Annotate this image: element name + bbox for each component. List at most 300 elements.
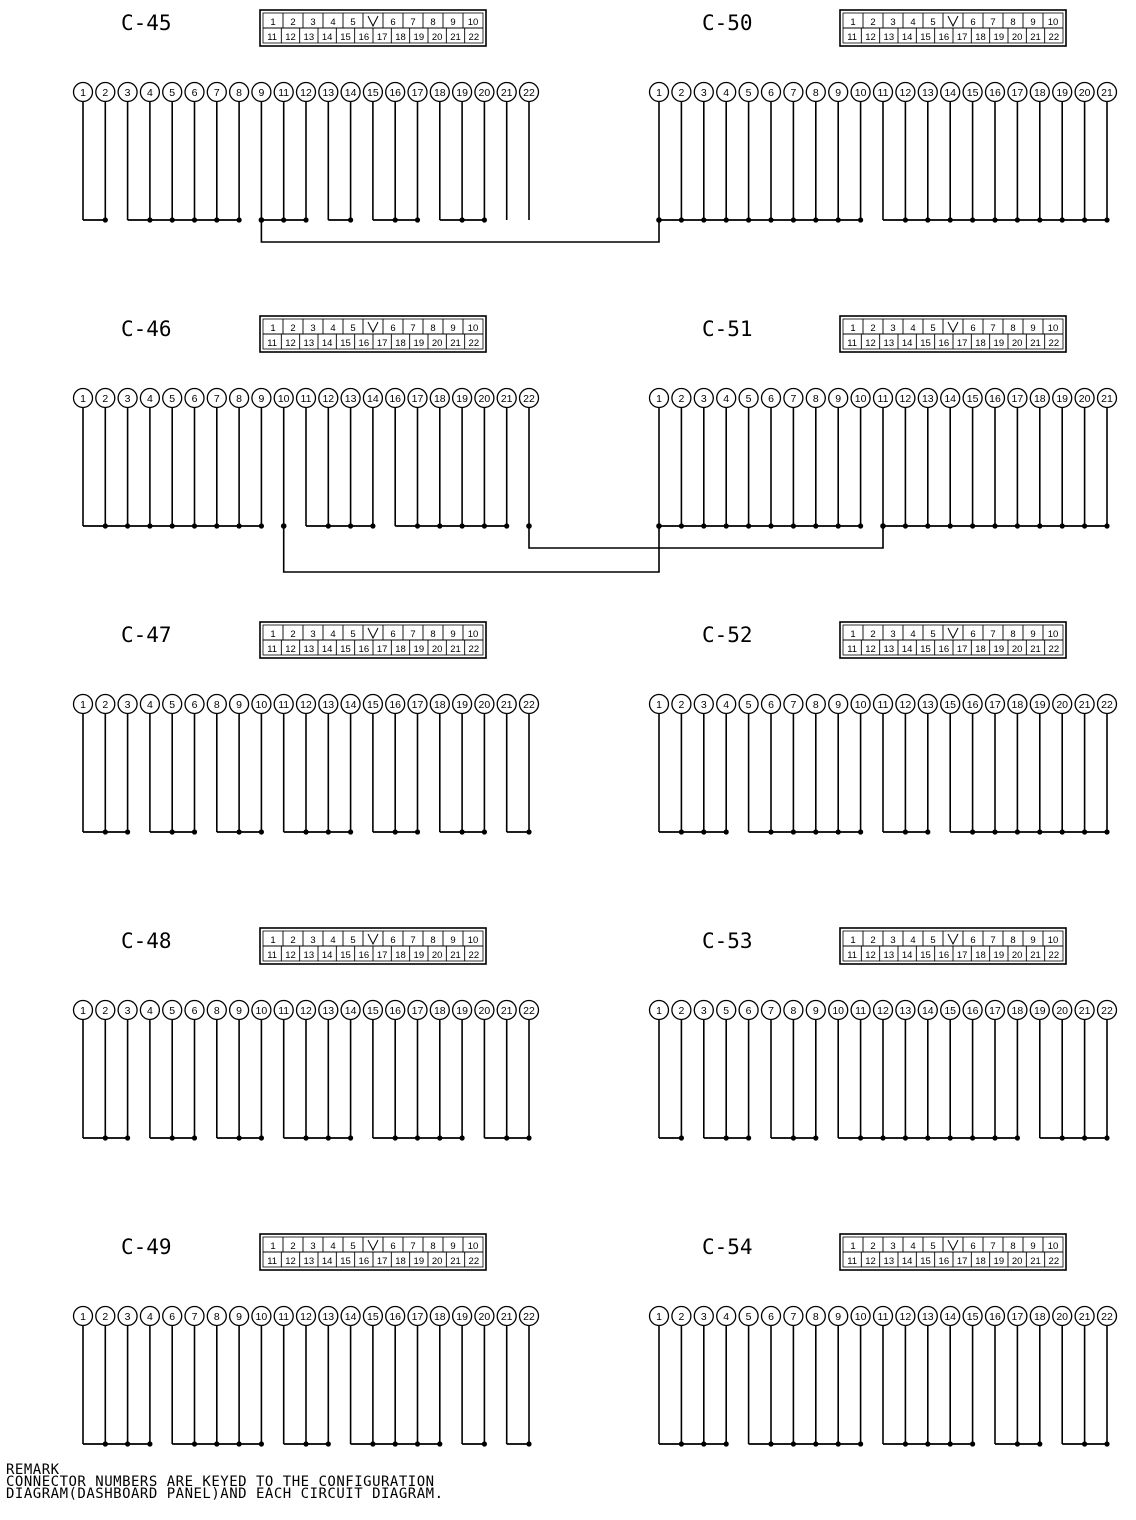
face-pin-number: 14 xyxy=(321,1256,333,1267)
junction-dot xyxy=(746,217,751,222)
face-pin-number: 18 xyxy=(975,644,986,655)
face-pin-number: 13 xyxy=(303,1256,315,1267)
pin-number: 4 xyxy=(723,1311,730,1323)
face-pin-number: 9 xyxy=(1030,323,1036,334)
face-pin-number: 1 xyxy=(270,629,276,640)
pin-number: 7 xyxy=(790,393,797,405)
junction-dot xyxy=(437,1441,442,1446)
face-pin-number: 14 xyxy=(901,950,913,961)
face-pin-number: 21 xyxy=(1030,32,1041,43)
junction-dot xyxy=(925,1135,930,1140)
junction-dot xyxy=(903,1135,908,1140)
face-pin-number: 17 xyxy=(376,338,388,349)
face-pin-number: 8 xyxy=(430,17,436,28)
face-pin-number: 13 xyxy=(303,950,315,961)
pin-number: 16 xyxy=(989,1311,1001,1323)
face-pin-number: 5 xyxy=(350,935,356,946)
pin-number: 1 xyxy=(80,87,86,99)
pin-number: 14 xyxy=(344,1005,357,1017)
pin-number: 2 xyxy=(678,1311,685,1323)
pin-number: 3 xyxy=(700,393,707,405)
pin-number: 22 xyxy=(523,1311,535,1323)
pin-number: 11 xyxy=(877,699,889,711)
face-pin-number: 6 xyxy=(970,1241,976,1252)
junction-dot xyxy=(460,523,465,528)
connector-label: C-47 xyxy=(121,623,172,647)
face-pin-number: 20 xyxy=(431,32,443,43)
pin-number: 7 xyxy=(213,393,220,405)
junction-dot xyxy=(903,217,908,222)
face-pin-number: 11 xyxy=(267,950,278,961)
face-pin-number: 7 xyxy=(990,935,996,946)
face-pin-number: 16 xyxy=(358,644,370,655)
pin-number: 4 xyxy=(146,699,153,711)
pin-number: 2 xyxy=(102,1311,109,1323)
junction-dot xyxy=(1104,1441,1109,1446)
face-pin-number: 22 xyxy=(1048,1256,1060,1267)
face-pin-number: 17 xyxy=(376,1256,388,1267)
junction-dot xyxy=(192,1135,197,1140)
connector-c-49 xyxy=(74,1234,539,1447)
junction-dot xyxy=(836,523,841,528)
face-pin-number: 7 xyxy=(410,17,416,28)
face-pin-number: 16 xyxy=(938,338,950,349)
connector-c-47 xyxy=(74,622,539,835)
junction-dot xyxy=(903,1441,908,1446)
junction-dot xyxy=(679,829,684,834)
pin-number: 3 xyxy=(124,699,131,711)
junction-dot xyxy=(1015,1441,1020,1446)
pin-number: 1 xyxy=(80,1311,86,1323)
face-pin-number: 22 xyxy=(468,950,480,961)
face-pin-number: 16 xyxy=(938,950,950,961)
junction-dot xyxy=(303,829,308,834)
connector-c-48 xyxy=(74,928,539,1141)
face-pin-number: 6 xyxy=(390,17,396,28)
pin-number: 9 xyxy=(236,699,243,711)
junction-dot xyxy=(701,523,706,528)
pin-number: 16 xyxy=(389,87,402,99)
connector-face xyxy=(260,928,486,964)
pin-number: 7 xyxy=(768,1005,774,1017)
face-pin-number: 15 xyxy=(340,338,351,349)
pin-number: 13 xyxy=(322,87,335,99)
pin-number: 13 xyxy=(921,87,934,99)
face-pin-number: 10 xyxy=(1047,17,1059,28)
junction-dot xyxy=(813,1441,818,1446)
pin-number: 8 xyxy=(213,1311,220,1323)
connector-label: C-46 xyxy=(121,317,172,341)
junction-dot xyxy=(326,523,331,528)
face-pin-number: 8 xyxy=(1010,1241,1016,1252)
pin-number: 3 xyxy=(700,1311,707,1323)
face-pin-number: 15 xyxy=(340,1256,351,1267)
pin-number: 12 xyxy=(899,393,912,405)
face-pin-number: 21 xyxy=(1030,950,1041,961)
face-pin-number: 1 xyxy=(850,17,856,28)
face-pin-number: 9 xyxy=(450,323,456,334)
face-pin-number: 14 xyxy=(901,644,913,655)
pin-number: 14 xyxy=(944,87,957,99)
junction-dot xyxy=(103,829,108,834)
face-pin-number: 7 xyxy=(410,629,416,640)
junction-dot xyxy=(415,1135,420,1140)
face-pin-number: 2 xyxy=(290,1241,296,1252)
face-pin-number: 13 xyxy=(883,32,895,43)
face-pin-number: 12 xyxy=(865,32,876,43)
face-pin-number: 12 xyxy=(865,338,876,349)
face-pin-number: 12 xyxy=(865,950,876,961)
pin-number: 10 xyxy=(832,1005,845,1017)
pin-number: 9 xyxy=(258,393,265,405)
face-pin-number: 8 xyxy=(430,1241,436,1252)
face-pin-number: 17 xyxy=(956,338,968,349)
junction-dot xyxy=(526,1441,531,1446)
face-pin-number: 4 xyxy=(330,629,336,640)
face-pin-number: 4 xyxy=(910,1241,916,1252)
pin-number: 12 xyxy=(899,1311,912,1323)
junction-dot xyxy=(813,1135,818,1140)
face-pin-number: 10 xyxy=(467,935,479,946)
pin-number: 18 xyxy=(433,1311,446,1323)
junction-dot xyxy=(415,1441,420,1446)
pin-number: 8 xyxy=(812,699,819,711)
pin-number: 8 xyxy=(236,393,243,405)
pin-number: 16 xyxy=(966,699,979,711)
junction-dot xyxy=(393,1135,398,1140)
junction-dot xyxy=(970,829,975,834)
pin-number: 18 xyxy=(433,87,446,99)
face-pin-number: 10 xyxy=(1047,1241,1059,1252)
face-pin-number: 14 xyxy=(901,32,913,43)
face-pin-number: 4 xyxy=(330,935,336,946)
pin-number: 11 xyxy=(300,393,312,405)
pin-number: 9 xyxy=(835,87,842,99)
face-pin-number: 9 xyxy=(450,17,456,28)
junction-dot xyxy=(460,217,465,222)
face-pin-number: 18 xyxy=(395,1256,406,1267)
connector-face xyxy=(260,316,486,352)
face-pin-number: 21 xyxy=(450,950,461,961)
connector-face xyxy=(840,622,1066,658)
face-pin-number: 22 xyxy=(1048,32,1060,43)
face-pin-number: 13 xyxy=(883,1256,895,1267)
junction-dot xyxy=(948,1441,953,1446)
pin-number: 4 xyxy=(723,699,730,711)
pin-number: 12 xyxy=(322,393,335,405)
face-pin-number: 4 xyxy=(330,323,336,334)
junction-dot xyxy=(858,829,863,834)
junction-dot xyxy=(701,217,706,222)
face-pin-number: 20 xyxy=(1011,644,1023,655)
pin-number: 7 xyxy=(790,699,797,711)
pin-number: 19 xyxy=(456,393,468,405)
face-pin-number: 20 xyxy=(1011,1256,1023,1267)
junction-dot xyxy=(1082,1441,1087,1446)
face-pin-number: 2 xyxy=(870,629,876,640)
pin-number: 20 xyxy=(478,1311,491,1323)
pin-number: 14 xyxy=(944,1311,957,1323)
pin-number: 2 xyxy=(678,699,685,711)
pin-number: 13 xyxy=(344,393,357,405)
pin-number: 21 xyxy=(1078,699,1091,711)
face-pin-number: 7 xyxy=(990,629,996,640)
pin-number: 18 xyxy=(1011,699,1024,711)
junction-dot xyxy=(836,829,841,834)
pin-number: 5 xyxy=(169,393,176,405)
junction-dot xyxy=(1015,523,1020,528)
junction-dot xyxy=(1060,829,1065,834)
pin-number: 5 xyxy=(745,699,752,711)
pin-number: 22 xyxy=(1101,1005,1113,1017)
face-pin-number: 21 xyxy=(450,644,461,655)
junction-dot xyxy=(1082,1135,1087,1140)
pin-number: 9 xyxy=(258,87,265,99)
pin-number: 1 xyxy=(656,393,662,405)
connector-label: C-45 xyxy=(121,11,172,35)
pin-number: 22 xyxy=(523,87,535,99)
face-pin-number: 5 xyxy=(350,17,356,28)
junction-dot xyxy=(348,523,353,528)
junction-dot xyxy=(1060,1135,1065,1140)
pin-number: 16 xyxy=(389,699,402,711)
face-pin-number: 16 xyxy=(358,950,370,961)
pin-number: 9 xyxy=(236,1311,243,1323)
face-pin-number: 4 xyxy=(330,1241,336,1252)
pin-number: 4 xyxy=(146,87,153,99)
pin-number: 3 xyxy=(124,1311,131,1323)
junction-dot xyxy=(303,217,308,222)
pin-number: 8 xyxy=(236,87,243,99)
pin-number: 11 xyxy=(877,1311,889,1323)
junction-dot xyxy=(460,829,465,834)
face-pin-number: 7 xyxy=(410,323,416,334)
pin-number: 4 xyxy=(146,1311,153,1323)
face-pin-number: 8 xyxy=(1010,17,1016,28)
face-pin-number: 1 xyxy=(270,17,276,28)
pin-number: 13 xyxy=(322,1005,335,1017)
junction-dot xyxy=(192,523,197,528)
pin-number: 18 xyxy=(1033,393,1046,405)
face-pin-number: 6 xyxy=(970,17,976,28)
junction-dot xyxy=(393,1441,398,1446)
pin-number: 20 xyxy=(478,393,491,405)
face-pin-number: 19 xyxy=(993,644,1005,655)
pin-number: 8 xyxy=(790,1005,797,1017)
junction-dot xyxy=(925,829,930,834)
face-pin-number: 8 xyxy=(430,323,436,334)
pin-number: 15 xyxy=(966,1311,979,1323)
face-pin-number: 22 xyxy=(468,32,480,43)
pin-number: 9 xyxy=(236,1005,243,1017)
face-pin-number: 14 xyxy=(901,338,913,349)
pin-number: 21 xyxy=(1078,1311,1091,1323)
face-pin-number: 5 xyxy=(930,629,936,640)
face-pin-number: 4 xyxy=(910,629,916,640)
pin-number: 5 xyxy=(169,87,176,99)
pin-number: 6 xyxy=(768,699,774,711)
junction-dot xyxy=(103,523,108,528)
face-pin-number: 1 xyxy=(270,935,276,946)
pin-number: 9 xyxy=(835,699,842,711)
pin-number: 3 xyxy=(700,699,707,711)
junction-dot xyxy=(656,523,662,529)
pin-number: 3 xyxy=(124,1005,131,1017)
pin-number: 6 xyxy=(768,393,774,405)
pin-number: 13 xyxy=(921,393,934,405)
pin-number: 15 xyxy=(944,1005,957,1017)
junction-dot xyxy=(880,1135,885,1140)
junction-dot xyxy=(348,217,353,222)
junction-dot xyxy=(348,829,353,834)
pin-number: 11 xyxy=(278,1311,290,1323)
connector-c-52 xyxy=(650,622,1117,835)
junction-dot xyxy=(791,1441,796,1446)
pin-number: 20 xyxy=(478,699,491,711)
junction-dot xyxy=(1104,217,1109,222)
junction-dot xyxy=(526,1135,531,1140)
pin-number: 19 xyxy=(456,1311,468,1323)
connector-c-53 xyxy=(650,928,1117,1141)
face-pin-number: 9 xyxy=(450,629,456,640)
face-pin-number: 4 xyxy=(910,935,916,946)
connector-label: C-50 xyxy=(702,11,753,35)
pin-number: 3 xyxy=(700,1005,707,1017)
face-pin-number: 22 xyxy=(1048,950,1060,961)
pin-number: 15 xyxy=(966,87,979,99)
face-pin-number: 21 xyxy=(1030,338,1041,349)
face-pin-number: 6 xyxy=(970,935,976,946)
face-pin-number: 14 xyxy=(321,32,333,43)
pin-number: 21 xyxy=(1101,87,1113,99)
face-pin-number: 12 xyxy=(285,338,296,349)
pin-number: 16 xyxy=(989,393,1001,405)
junction-dot xyxy=(125,523,130,528)
face-pin-number: 8 xyxy=(430,629,436,640)
face-pin-number: 5 xyxy=(930,323,936,334)
pin-number: 13 xyxy=(899,1005,912,1017)
face-pin-number: 16 xyxy=(358,32,370,43)
junction-dot xyxy=(348,1135,353,1140)
pin-number: 3 xyxy=(124,393,131,405)
face-pin-number: 20 xyxy=(1011,338,1023,349)
face-pin-number: 2 xyxy=(290,17,296,28)
face-pin-number: 15 xyxy=(920,32,931,43)
face-pin-number: 12 xyxy=(865,1256,876,1267)
face-pin-number: 1 xyxy=(270,323,276,334)
face-pin-number: 21 xyxy=(450,32,461,43)
junction-dot xyxy=(482,829,487,834)
pin-number: 15 xyxy=(966,393,979,405)
junction-dot xyxy=(526,829,531,834)
face-pin-number: 10 xyxy=(467,629,479,640)
pin-number: 6 xyxy=(191,1005,198,1017)
junction-dot xyxy=(281,217,286,222)
junction-dot xyxy=(1037,523,1042,528)
face-pin-number: 19 xyxy=(413,32,425,43)
junction-dot xyxy=(1037,829,1042,834)
junction-dot xyxy=(237,1441,242,1446)
face-pin-number: 1 xyxy=(850,629,856,640)
pin-number: 6 xyxy=(745,1005,752,1017)
junction-dot xyxy=(237,829,242,834)
pin-number: 16 xyxy=(966,1005,979,1017)
connector-c-50 xyxy=(650,10,1117,223)
pin-number: 11 xyxy=(855,1005,867,1017)
pin-number: 8 xyxy=(812,393,819,405)
pin-number: 11 xyxy=(877,393,889,405)
junction-dot xyxy=(1015,217,1020,222)
face-pin-number: 20 xyxy=(1011,32,1023,43)
pin-number: 18 xyxy=(1033,1311,1046,1323)
pin-number: 6 xyxy=(768,1311,774,1323)
junction-dot xyxy=(948,217,953,222)
junction-dot xyxy=(103,1135,108,1140)
junction-dot xyxy=(192,829,197,834)
junction-dot xyxy=(103,217,108,222)
face-pin-number: 10 xyxy=(467,1241,479,1252)
face-pin-number: 15 xyxy=(920,950,931,961)
face-pin-number: 3 xyxy=(890,323,896,334)
face-pin-number: 6 xyxy=(390,323,396,334)
pin-number: 5 xyxy=(745,393,752,405)
face-pin-number: 3 xyxy=(890,629,896,640)
pin-number: 2 xyxy=(678,393,685,405)
face-pin-number: 19 xyxy=(993,32,1005,43)
junction-dot xyxy=(370,523,375,528)
remark-note xyxy=(6,1464,444,1500)
pin-number: 17 xyxy=(411,393,424,405)
junction-dot xyxy=(970,217,975,222)
face-pin-number: 16 xyxy=(938,644,950,655)
remark-line-2: DIAGRAM(DASHBOARD PANEL)AND EACH CIRCUIT DIAGRAM. xyxy=(6,1486,444,1502)
pin-number: 9 xyxy=(835,393,842,405)
pin-number: 10 xyxy=(854,1311,867,1323)
face-pin-number: 8 xyxy=(1010,629,1016,640)
junction-dot xyxy=(125,1441,130,1446)
junction-dot xyxy=(437,1135,442,1140)
pin-number: 12 xyxy=(300,699,312,711)
pin-number: 7 xyxy=(191,1311,198,1323)
face-pin-number: 11 xyxy=(267,644,278,655)
face-pin-number: 2 xyxy=(290,935,296,946)
face-pin-number: 1 xyxy=(850,323,856,334)
pin-number: 19 xyxy=(1033,699,1046,711)
pin-number: 19 xyxy=(1033,1005,1046,1017)
face-pin-number: 16 xyxy=(938,1256,950,1267)
connector-label: C-51 xyxy=(702,317,753,341)
junction-dot xyxy=(147,1441,152,1446)
face-pin-number: 22 xyxy=(468,338,480,349)
face-pin-number: 5 xyxy=(930,1241,936,1252)
pin-number: 22 xyxy=(523,699,535,711)
pin-number: 21 xyxy=(500,1005,513,1017)
pin-number: 14 xyxy=(921,1005,934,1017)
pin-number: 10 xyxy=(277,393,290,405)
pin-number: 17 xyxy=(411,699,424,711)
junction-dot xyxy=(791,217,796,222)
junction-dot xyxy=(170,523,175,528)
junction-dot xyxy=(326,1135,331,1140)
junction-dot xyxy=(836,1441,841,1446)
face-pin-number: 21 xyxy=(1030,1256,1041,1267)
face-pin-number: 3 xyxy=(310,935,316,946)
pin-number: 5 xyxy=(745,87,752,99)
face-pin-number: 12 xyxy=(285,1256,296,1267)
junction-dot xyxy=(415,829,420,834)
face-pin-number: 19 xyxy=(413,338,425,349)
face-pin-number: 3 xyxy=(310,629,316,640)
